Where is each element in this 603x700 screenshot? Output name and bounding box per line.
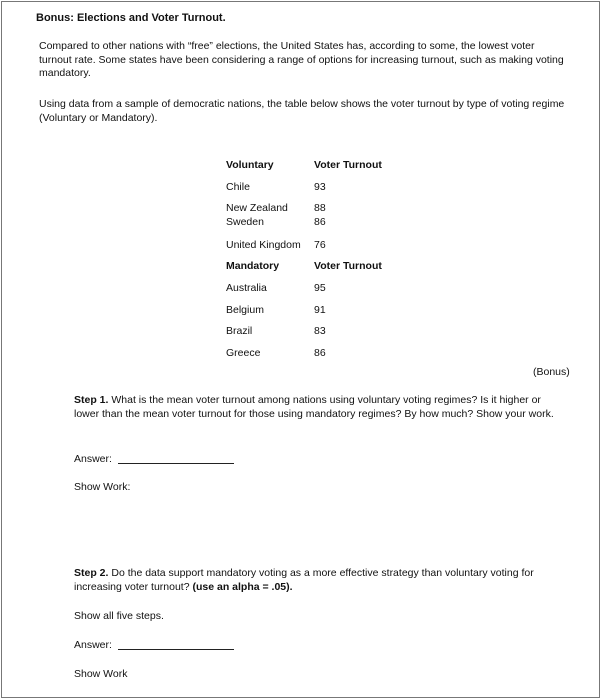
table-row-country: Sweden bbox=[226, 216, 264, 228]
step2-text: Do the data support mandatory voting as a more effective strategy than voluntary voting for increasing voter turnout? bbox=[74, 567, 534, 593]
table-row-turnout: 76 bbox=[314, 239, 326, 251]
step2-question bbox=[74, 567, 564, 594]
table-row-country: Australia bbox=[226, 282, 267, 294]
table-row-turnout: 86 bbox=[314, 347, 326, 359]
step2-alpha: (use an alpha = .05). bbox=[192, 580, 293, 593]
step1-question bbox=[74, 394, 564, 421]
table-row-turnout: 83 bbox=[314, 325, 326, 337]
mandatory-turnout-header: Voter Turnout bbox=[314, 260, 382, 272]
table-row-turnout: 91 bbox=[314, 304, 326, 316]
table-row-turnout: 86 bbox=[314, 216, 326, 228]
table-row-country: United Kingdom bbox=[226, 239, 301, 251]
table-row-country: Chile bbox=[226, 181, 250, 193]
table-row-turnout: 93 bbox=[314, 181, 326, 193]
step1-text: What is the mean voter turnout among nations using voluntary voting regimes? Is it higher or lower than the mean voter turnout for those using mandatory regimes? By how much? Show your work. bbox=[74, 394, 554, 420]
step2-work-label: Show Work bbox=[74, 668, 128, 680]
step1-answer-label: Answer: bbox=[74, 453, 112, 465]
table-row-country: Belgium bbox=[226, 304, 264, 316]
table-row-country: Greece bbox=[226, 347, 261, 359]
step2-label: Step 2. bbox=[74, 567, 109, 579]
step2-steps-label: Show all five steps. bbox=[74, 610, 164, 622]
step1-answer-line[interactable] bbox=[118, 463, 234, 464]
description-paragraph: Using data from a sample of democratic nations, the table below shows the voter turnout by type of voting regime (Voluntary or Mandatory). bbox=[39, 98, 565, 124]
mandatory-header: Mandatory bbox=[226, 260, 280, 272]
table-row-turnout: 95 bbox=[314, 282, 326, 294]
voluntary-header: Voluntary bbox=[226, 159, 274, 171]
table-row-country: New Zealand bbox=[226, 202, 288, 214]
step1-work-label: Show Work: bbox=[74, 481, 131, 493]
step2-answer-label: Answer: bbox=[74, 639, 112, 651]
bonus-tag: (Bonus) bbox=[533, 366, 570, 378]
table-row-country: Brazil bbox=[226, 325, 253, 337]
intro-paragraph: Compared to other nations with “free” elections, the United States has, according to some, the lowest voter turnout rate. Some states have been considering a range of options for increasing turnout, such as making voting mandatory. bbox=[39, 40, 564, 79]
step1-label: Step 1. bbox=[74, 394, 109, 406]
page-title: Bonus: Elections and Voter Turnout. bbox=[36, 12, 226, 24]
step2-answer-line[interactable] bbox=[118, 649, 234, 650]
turnout-header: Voter Turnout bbox=[314, 159, 382, 171]
table-row-turnout: 88 bbox=[314, 202, 326, 214]
